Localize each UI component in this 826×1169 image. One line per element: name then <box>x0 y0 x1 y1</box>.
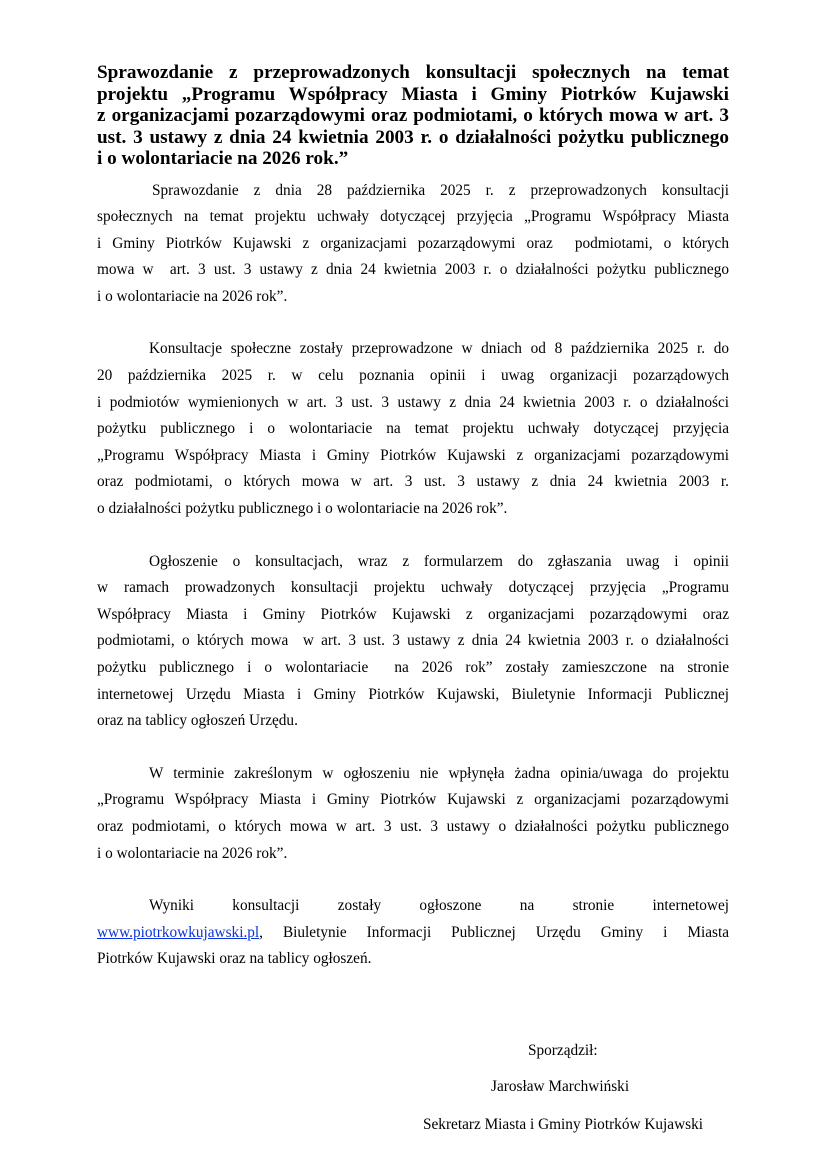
text-line: Ogłoszenie o konsultacjach, wraz z formularzem do zgłaszania uwag i opinii <box>149 552 729 570</box>
text-line: pożytku publicznego i o wolontariacie na 2026 rok” zostały zamieszczone na stronie <box>97 659 729 676</box>
text-line: i o wolontariacie na 2026 rok”. <box>97 287 288 305</box>
signature-label: Sporządził: <box>528 1042 598 1059</box>
text-line: Piotrków Kujawski oraz na tablicy ogłoszeń. <box>97 950 372 968</box>
paragraph-consultation-period <box>97 336 729 522</box>
text-line: Współpracy Miasta i Gminy Piotrków Kujawski z organizacjami pozarządowymi oraz <box>97 605 729 623</box>
text-line: internetowej Urzędu Miasta i Gminy Piotrków Kujawski, Biuletynie Informacji Publicznej <box>97 685 729 703</box>
text-line: pożytku publicznego i o wolontariacie na temat projektu uchwały dotyczącej przyjęcia <box>97 420 729 438</box>
document-page <box>97 62 729 973</box>
text-line: oraz podmiotami, o których mowa w art. 3 ust. 3 ustawy o działalności pożytku publicznego <box>97 817 729 835</box>
text-line <box>97 920 729 947</box>
paragraph-spacer <box>97 310 729 336</box>
website-link[interactable]: www.piotrkowkujawski.pl <box>97 923 260 941</box>
paragraph-spacer <box>97 735 729 761</box>
text-line: podmiotami, o których mowa w art. 3 ust. 3 ustawy z dnia 24 kwietnia 2003 r. o działalności <box>97 632 729 650</box>
text-line: Konsultacje społeczne zostały przeprowadzone w dniach od 8 października 2025 r. do <box>149 340 729 358</box>
signature-name: Jarosław Marchwiński <box>491 1078 630 1095</box>
text-line: i o wolontariacie na 2026 rok”. <box>97 844 288 862</box>
text-line: oraz na tablicy ogłoszeń Urzędu. <box>97 712 298 730</box>
paragraph-results <box>97 893 729 973</box>
title-line: projektu „Programu Współpracy Miasta i Gminy Piotrków Kujawski <box>97 83 729 105</box>
text-line: 20 października 2025 r. w celu poznania opinii i uwag organizacji pozarządowych <box>97 367 729 385</box>
paragraph-announcement <box>97 549 729 735</box>
text-line: i Gminy Piotrków Kujawski z organizacjami pozarządowymi oraz podmiotami, o których <box>97 234 729 252</box>
text-line: w ramach prowadzonych konsultacji projektu uchwały dotyczącej przyjęcia „Programu <box>97 579 729 597</box>
title-line: i o wolontariacie na 2026 rok.” <box>97 148 349 169</box>
paragraph-spacer <box>97 867 729 893</box>
signature-role: Sekretarz Miasta i Gminy Piotrków Kujawski <box>423 1116 703 1133</box>
title-line: ust. 3 ustawy z dnia 24 kwietnia 2003 r. o działalności pożytku publicznego <box>97 126 729 148</box>
text-fragment: , Biuletynie Informacji Publicznej Urzędu Gminy i Miasta <box>259 923 729 941</box>
text-line: o działalności pożytku publicznego i o wolontariacie na 2026 rok”. <box>97 500 508 518</box>
text-line: mowa w art. 3 ust. 3 ustawy z dnia 24 kwietnia 2003 r. o działalności pożytku publicznego <box>97 261 729 279</box>
title-line: z organizacjami pozarządowymi oraz podmiotami, o których mowa w art. 3 <box>97 105 729 126</box>
text-line: „Programu Współpracy Miasta i Gminy Piotrków Kujawski z organizacjami pozarządowymi <box>97 446 729 464</box>
paragraph-no-comments <box>97 761 729 867</box>
text-line: „Programu Współpracy Miasta i Gminy Piotrków Kujawski z organizacjami pozarządowymi <box>97 791 729 809</box>
text-line: oraz podmiotami, o których mowa w art. 3 ust. 3 ustawy z dnia 24 kwietnia 2003 r. <box>97 473 729 491</box>
text-line: W terminie zakreślonym w ogłoszeniu nie wpłynęła żadna opinia/uwaga do projektu <box>149 764 729 782</box>
title-line: Sprawozdanie z przeprowadzonych konsultacji społecznych na temat <box>97 62 729 83</box>
paragraph-report-date <box>97 178 729 311</box>
text-line: Sprawozdanie z dnia 28 października 2025 r. z przeprowadzonych konsultacji <box>152 181 729 199</box>
text-line: Wyniki konsultacji zostały ogłoszone na stronie internetowej <box>149 897 729 915</box>
document-title <box>97 62 729 170</box>
text-line: i podmiotów wymienionych w art. 3 ust. 3 ustawy z dnia 24 kwietnia 2003 r. o działalności <box>97 393 729 411</box>
text-line: społecznych na temat projektu uchwały dotyczącej przyjęcia „Programu Współpracy Miasta <box>97 208 729 226</box>
paragraph-spacer <box>97 523 729 549</box>
